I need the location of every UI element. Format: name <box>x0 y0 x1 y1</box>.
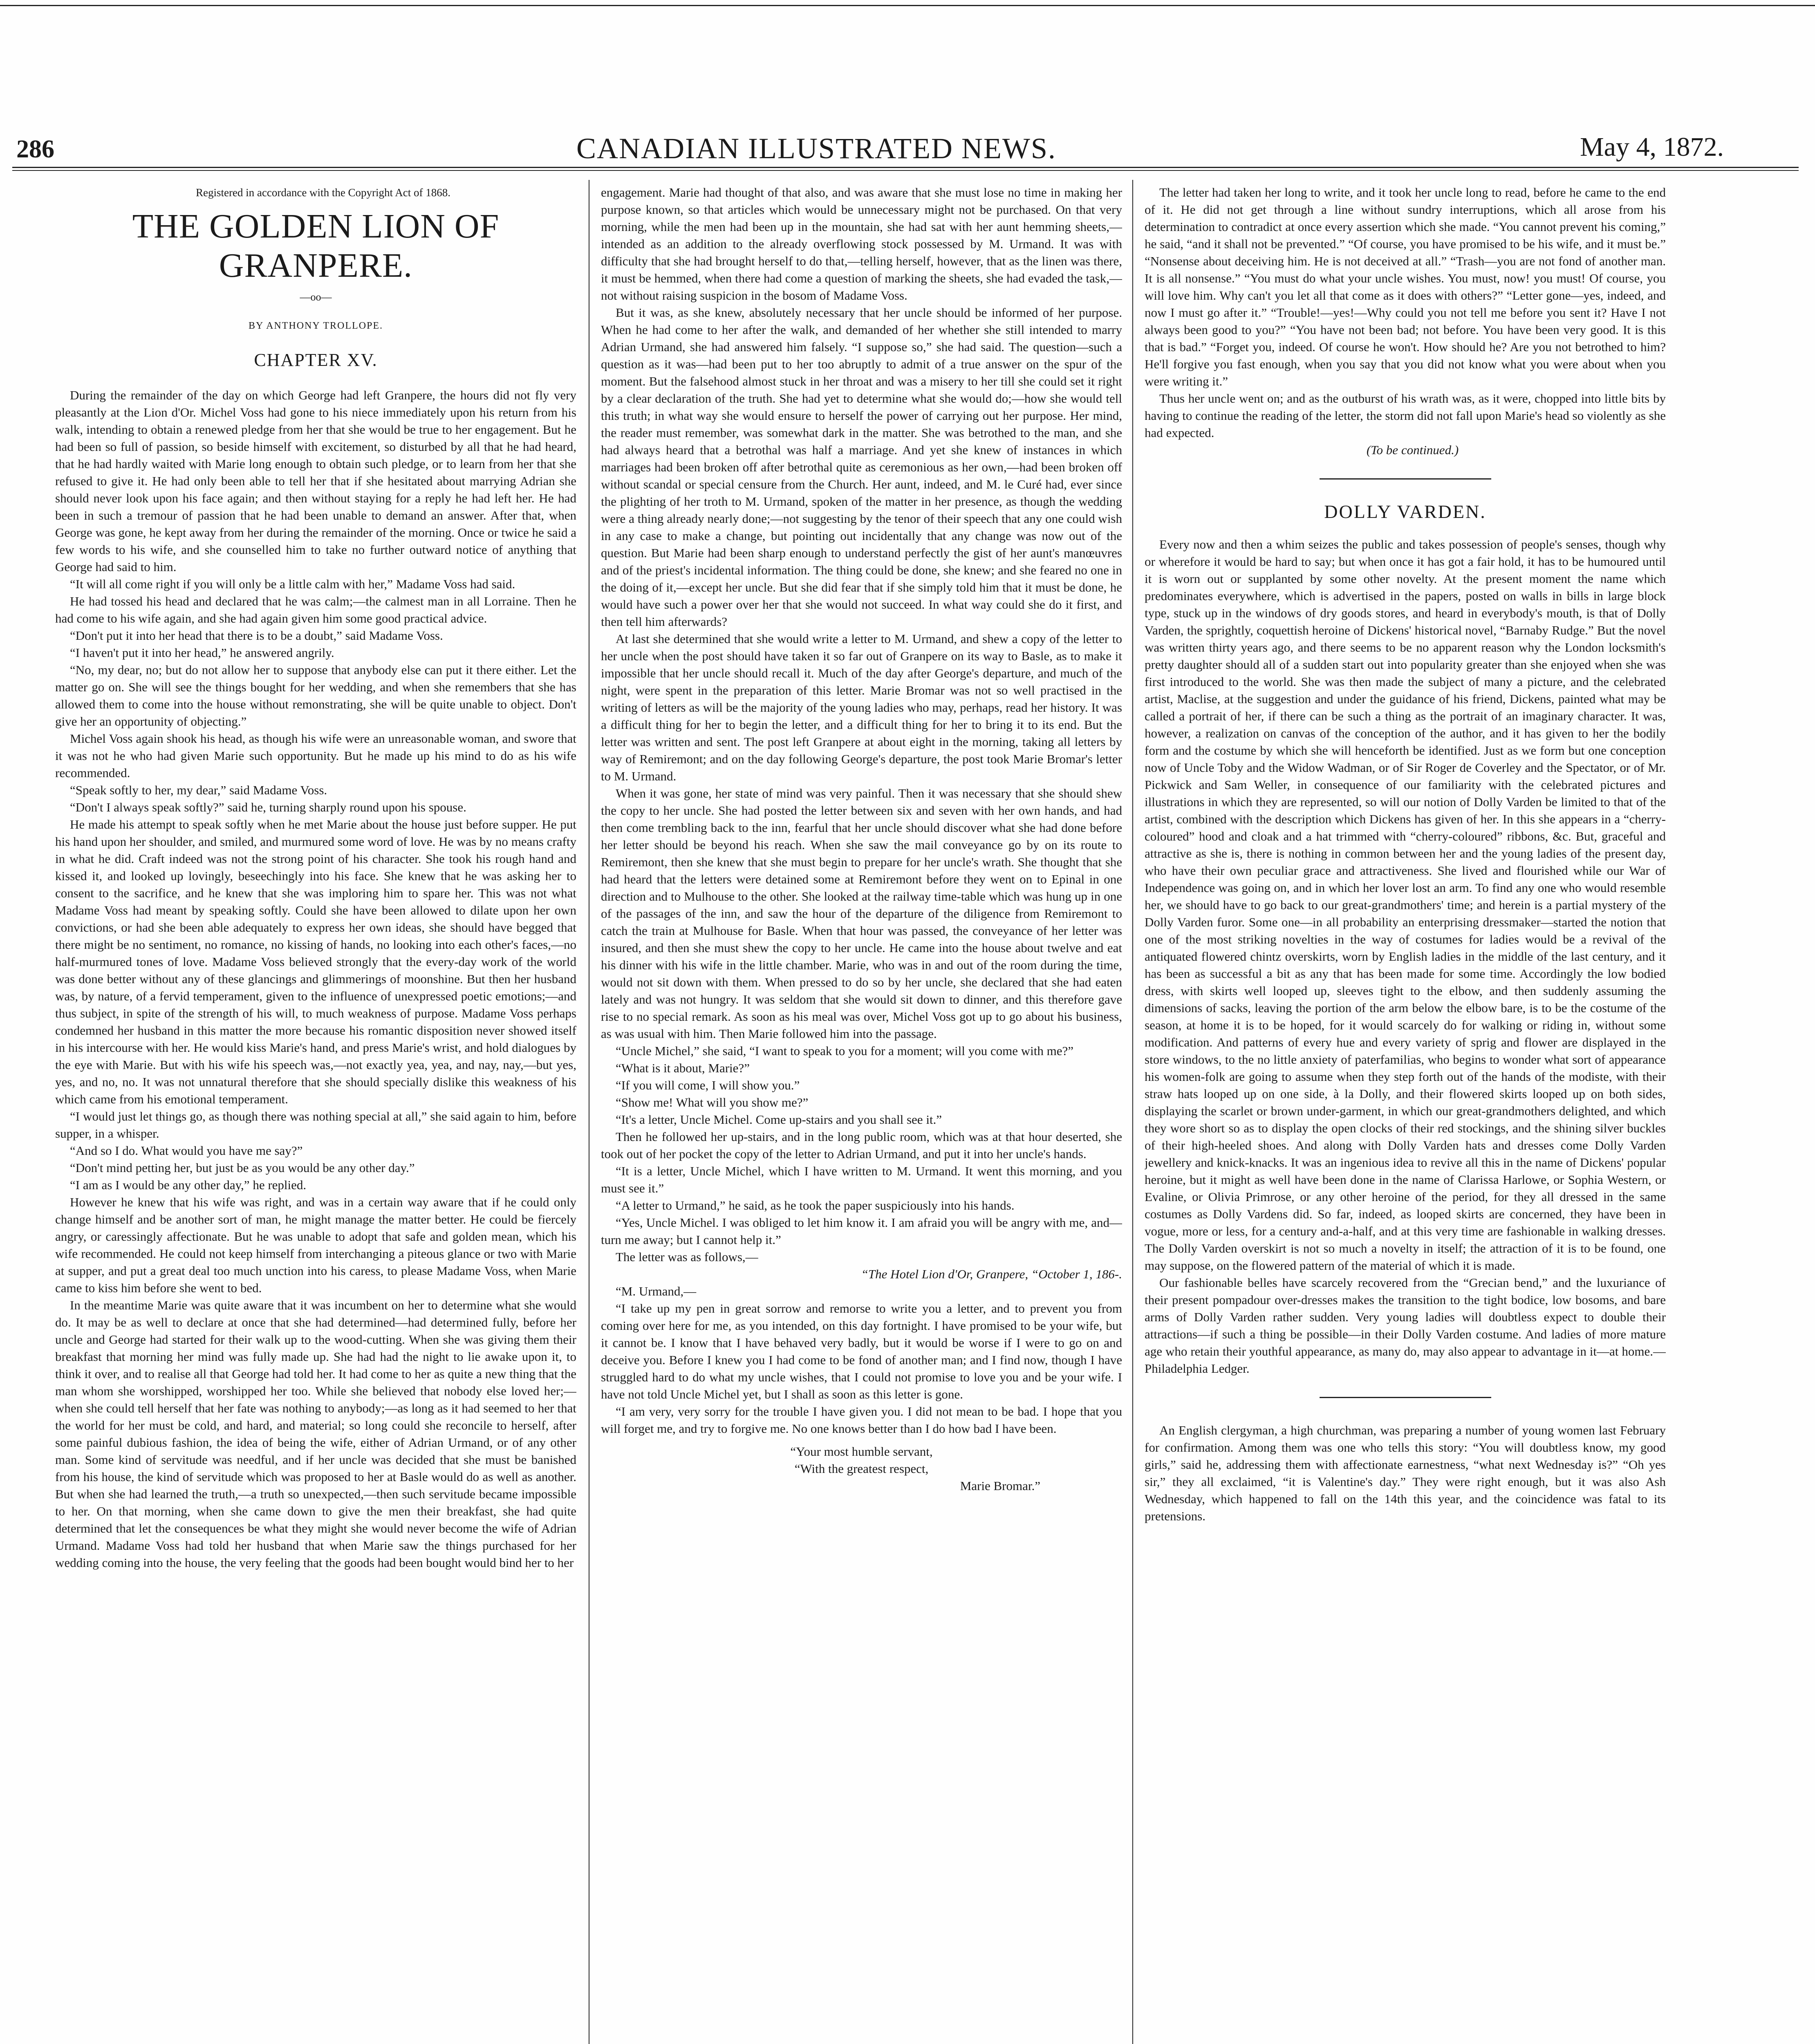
section-divider <box>1320 478 1491 480</box>
paragraph: In the meantime Marie was quite aware that it was incumbent on her to determine what she would do. It may be as well to declare at once that she had determined—had determined fully, before her uncle and George had started for their walk up to the wood-cutting. When she was giving them their breakfast that morning her mind was fully made up. She had had the night to lie awake upon it, to think it over, and to realise all that George had told her. It had come to her as quite a new thing that the man whom she worshipped, worshipped her too. While she believed that nobody else loved her;—when she could tell herself that her fate was nothing to anybody;—as long as it had seemed to her that the world for her must be cold, and hard, and material; so long could she reconcile to herself, after some painful dubious fashion, the idea of being the wife, either of Adrian Urmand, or of any other man. Some kind of servitude was needful, and if her uncle was decided that she must be banished from his house, the kind of servitude which was proposed to her at Basle would do as well as another. But when she had learned the truth,—a truth so unexpected,—then such servitude became impossible to her. On that morning, when she came down to give the men their breakfast, she had quite determined that let the consequences be what they might she would never become the wife of Adrian Urmand. Madame Voss had told her husband that when Marie saw the things purchased for her wedding coming into the house, the very feeling that the goods had been bought would bind her to her <box>55 1298 576 1570</box>
paragraph: During the remainder of the day on which George had left Granpere, the hours did not fly very pleasantly at the Lion d'Or. Michel Voss had gone to his niece immediately upon his return from his walk, intending to obtain a renewed pledge from her that she would be true to her engagement. But he had been so full of passion, so beside himself with excitement, so disturbed by all that he had heard, that he had hardly waited with Marie long enough to obtain such pledge, or to learn from her that she refused to give it. He had only been able to tell her that if she hesitated about marrying Adrian she should never look upon his face again; and then without staying for a reply he had left her. He had been in such a tremour of passion that he had been unable to demand an answer. After that, when George was gone, he kept away from her during the remainder of the morning. Once or twice he said a few words to his wife, and she counselled him to take no further outward notice of anything that George had said to him. <box>55 388 576 574</box>
paragraph: At last she determined that she would write a letter to M. Urmand, and shew a copy of the letter to her uncle when the post should have taken it so far out of Granpere on its way to Basle, as to make it impossible that her uncle should recall it. Much of the day after George's departure, and much of the night, were spent in the preparation of this letter. Marie Bromar was not so well practised in the writing of letters as will be the majority of the young ladies who may, perhaps, read her history. It was a difficult thing for her to begin the letter, and a difficult thing for her to bring it to its end. But the letter was written and sent. The post left Granpere at about eight in the morning, taking all letters by way of Remiremont; and on the day following George's departure, the post took Marie Bromar's letter to M. Urmand. <box>601 632 1122 783</box>
anecdote-paragraph: An English clergyman, a high churchman, was preparing a number of young women last February for confirmation. Among them was one who tells this story: “You will doubtless know, my good girls,” said he, addressing them with affectionate earnestness, “what next Wednesday is?” “Oh yes sir,” they all exclaimed, “it is Valentine's day.” They were right enough, but it was also Ash Wednesday, which happened to fall on the 14th this year, and the coincidence was fatal to its pretensions. <box>1145 1423 1666 1523</box>
page-number: 286 <box>16 135 54 163</box>
column-divider-2 <box>1132 180 1133 2044</box>
paragraph: Thus her uncle went on; and as the outburst of his wrath was, as it were, chopped into little bits by having to continue the reading of the letter, the storm did not fall upon Marie's head so violently as she had expected. <box>1145 391 1666 440</box>
copyright-notice: Registered in accordance with the Copyright Act of 1868. <box>195 186 451 199</box>
letter-paragraph: “I am very, very sorry for the trouble I have given you. I did not mean to be bad. I hope that you will forget me, and try to forgive me. No one knows better than I do how bad I have been. <box>601 1404 1122 1436</box>
paragraph: “Don't put it into her head that there is to be a doubt,” said Madame Voss. <box>70 628 443 643</box>
byline: BY ANTHONY TROLLOPE. <box>248 320 383 331</box>
letter-close: “Your most humble servant, <box>790 1444 933 1459</box>
paragraph: “If you will come, I will show you.” <box>616 1078 800 1092</box>
paragraph: “What is it about, Marie?” <box>616 1061 750 1075</box>
column-1 <box>55 184 576 2044</box>
paragraph: “Don't mind petting her, but just be as you would be any other day.” <box>70 1161 415 1175</box>
column-2 <box>601 184 1122 2044</box>
paragraph: engagement. Marie had thought of that also, and was aware that she must lose no time in making her purpose known, so that articles which would be unnecessary might not be purchased. On that very morning, while the men had been up in the mountain, she had sat with her aunt hemming sheets,—intended as an addition to the already overflowing stock possessed by M. Urmand. It was with difficulty that she had brought herself to do that,—telling herself, however, that as the linen was there, it must be hemmed, when there had come a question of marking the sheets, she had evaded the task,—not without raising suspicion in the bosom of Madame Voss. <box>601 185 1122 303</box>
paragraph: “Uncle Michel,” she said, “I want to speak to you for a moment; will you come with me?” <box>616 1044 1073 1058</box>
paragraph: “No, my dear, no; but do not allow her to suppose that anybody else can put it there either. Let the matter go on. She will see the things bought for her wedding, and when she remembers that she has allowed them to come into the house without remonstrating, she will be quite unable to object. Don't give her an opportunity of objecting.” <box>55 663 576 728</box>
paragraph: “Speak softly to her, my dear,” said Madame Voss. <box>70 783 327 797</box>
paragraph: He had tossed his head and declared that he was calm;—the calmest man in all Lorraine. Then he had come to his wife again, and she had again given him some good practical advice. <box>55 594 576 625</box>
letter-dateline: “The Hotel Lion d'Or, Granpere, “October 1, 186-. <box>861 1267 1122 1281</box>
header-rule-bottom <box>12 170 1799 171</box>
letter-salutation: “M. Urmand,— <box>616 1284 697 1298</box>
paragraph: He made his attempt to speak softly when he met Marie about the house just before supper. He put his hand upon her shoulder, and smiled, and murmured some word of love. He was by no means crafty in what he did. Craft indeed was not the strong point of his character. She took his rough hand and kissed it, and looked up lovingly, beseechingly into his face. She knew that he was asking her to consent to the sacrifice, and he knew that she was imploring him to spare her. This was not what Madame Voss had meant by speaking softly. Could she have been allowed to dilate upon her own convictions, or had she been able adequately to express her own ideas, she should have begged that there might be no sentiment, no romance, no kissing of hands, no looking into each other's faces,—no half-murmured tones of love. Madame Voss believed strongly that the every-day work of the world was done better without any of these glancings and glimmerings of moonshine. But then her husband was, by nature, of a fervid temperament, given to the influence of unexpressed poetic emotions;—and thus subject, in spite of the strength of his will, to much weakness of purpose. Madame Voss perhaps condemned her husband in this matter the more because his romantic disposition never showed itself in his intercourse with her. He would kiss Marie's hand, and press Marie's wrist, and hold dialogues by the eye with Marie. But with his wife his speech was,—not exactly yea, yea, and nay, nay,—but yes, yes, and no, no. It was not unnatural therefore that she should specially dislike this weakness of his which came from his emotional temperament. <box>55 817 576 1106</box>
paragraph: “Yes, Uncle Michel. I was obliged to let him know it. I am afraid you will be angry with me, and—turn me away; but I cannot help it.” <box>601 1215 1122 1247</box>
column-3 <box>1145 184 1666 2044</box>
letter-paragraph: “I take up my pen in great sorrow and remorse to write you a letter, and to prevent you from coming over here for me, as you intended, on this day fortnight. I have promised to be your wife, but it cannot be. I know that I have behaved very badly, but it would be worse if I were to go on and deceive you. Before I knew you I had come to be fond of another man; and I find now, though I have struggled hard to do what my uncle wishes, that I could not promise to love you and be your wife. I have not told Uncle Michel yet, but I shall as soon as this letter is gone. <box>601 1301 1122 1401</box>
top-edge-rule <box>0 5 1815 6</box>
paragraph: Michel Voss again shook his head, as though his wife were an unreasonable woman, and swore that it was not he who had given Marie such opportunity. But he made up his mind to do as his wife recommended. <box>55 731 576 780</box>
story-title: THE GOLDEN LION OF GRANPERE. <box>132 207 500 285</box>
paragraph: “I haven't put it into her head,” he answered angrily. <box>70 645 334 660</box>
article-title: DOLLY VARDEN. <box>1324 501 1486 522</box>
letter-signature: Marie Bromar.” <box>960 1479 1040 1493</box>
paragraph: “It will all come right if you will only be a little calm with her,” Madame Voss had said. <box>70 577 515 591</box>
chapter-heading: CHAPTER XV. <box>254 350 378 370</box>
to-be-continued: (To be continued.) <box>1366 443 1459 457</box>
paragraph: “I would just let things go, as though there was nothing special at all,” she said again to him, before supper, in a whisper. <box>55 1109 576 1141</box>
header-rule-top <box>12 167 1799 168</box>
paragraph: Then he followed her up-stairs, and in the long public room, which was at that hour deserted, she took out of her pocket the copy of the letter to Adrian Urmand, and put it into her uncle's hands. <box>601 1130 1122 1161</box>
paragraph: “I am as I would be any other day,” he replied. <box>70 1178 307 1192</box>
paragraph: “It's a letter, Uncle Michel. Come up-stairs and you shall see it.” <box>616 1112 942 1127</box>
paragraph: The letter had taken her long to write, and it took her uncle long to read, before he came to the end of it. He did not get through a line without sundry interruptions, which all arose from his determination to contradict at once every assertion which she made. “You cannot prevent his coming,” he said, “and it shall not be prevented.” “Of course, you have promised to be his wife, and it must be.” “Nonsense about deceiving him. He is not deceived at all.” “Trash—you are not fond of another man. It is all nonsense.” “You must do what your uncle wishes. You must, now! you must! Of course, you will love him. Why can't you let all that come as it does with others?” “Letter gone—yes, indeed, and now I must go after it.” “Trouble!—yes!—Why could you not tell me before you sent it? Have I not always been good to you?” “You have not been bad; not before. You have been very good. It is this that is bad.” “Forget you, indeed. Of course he won't. How should he? Are you not betrothed to him? He'll forgive you fast enough, when you say that you did not know what you were about when you were writing it.” <box>1145 185 1666 388</box>
paragraph: “It is a letter, Uncle Michel, which I have written to M. Urmand. It went this morning, and you must see it.” <box>601 1164 1122 1195</box>
masthead: CANADIAN ILLUSTRATED NEWS. <box>576 132 1056 165</box>
paragraph: “Show me! What will you show me?” <box>616 1095 809 1109</box>
issue-date: May 4, 1872. <box>1580 132 1724 162</box>
section-divider <box>1320 1397 1491 1398</box>
paragraph: Our fashionable belles have scarcely recovered from the “Grecian bend,” and the luxuriance of their present pompadour over-dresses makes the transition to the tight bodice, low bosoms, and bare arms of Dolly Varden rather sudden. Very young ladies will doubtless expect to double their attractions—if such a thing be possible—in their Dolly Varden costume. And ladies of more mature age who retain their youthful appearance, as many do, may also appear to advantage in it—at home.—Philadelphia Ledger. <box>1145 1275 1666 1376</box>
paragraph: Every now and then a whim seizes the public and takes possession of people's senses, though why or wherefore it would be hard to say; but when once it has got a fair hold, it has to be humoured until it is worn out or supplanted by some other novelty. At the present moment the name which predominates everywhere, which is advertised in the papers, posted on walls in bills in large block type, stuck up in the windows of dry goods stores, and heard in everybody's mouth, is that of Dolly Varden, the sprightly, coquettish heroine of Dickens' historical novel, “Barnaby Rudge.” But the novel was written thirty years ago, and there seems to be no apparent reason why the London locksmith's pretty daughter should all of a sudden start out into popularity greater than she enjoyed when she was first introduced to the world. She was then made the subject of many a picture, and the celebrated artist, Maclise, at the suggestion and under the guidance of his friend, Dickens, painted what may be called a portrait of her, if there can be such a thing as the portrait of an imaginary character. It was, however, a realization on canvas of the conception of the author, and it has given to her the bodily form and the costume by which she will henceforth be identified. Just as we form but one conception now of Uncle Toby and the Widow Wadman, or of Sir Roger de Coverley and the Spectator, or of Mr. Pickwick and Sam Weller, in consequence of our familiarity with the celebrated pictures and illustrations in which they are represented, so will our notion of Dolly Varden be limited to that of the artist, combined with the description which Dickens has given of her. In this she appears in a “cherry-coloured” hood and cloak and a hat trimmed with “cherry-coloured” ribbons, &c. But, graceful and attractive as she is, there is nothing in common between her and the young ladies of the present day, who have their own peculiar grace and attractiveness. She lived and flourished while our War of Independence was going on, and in which her lover lost an arm. To find any one who would resemble her, we should have to go back to our great-grandmothers' time; and herein is a partial mystery of the Dolly Varden furor. Some one—in all probability an enterprising dressmaker—started the notion that one of the most striking novelties in the way of costumes for ladies would be a revival of the antiquated flowered chintz overskirts, worn by English ladies in the middle of the last century, and it has been as successful a bit as any that has been made for some time. Accordingly the low bodied dress, with skirts well looped up, sleeves tight to the elbow, and then suddenly assuming the dimensions of sacks, leaving the portion of the arm below the elbow bare, is to be the costume of the season, at home it is to be hoped, for it would scarcely do for walking or riding in, without some modification. And patterns of every hue and every variety of sprig and flower are displayed in the store windows, to the no little anxiety of paterfamilias, who begins to wonder what sort of appearance his women-folk are going to assume when they step forth out of the hands of the modiste, with their straw hats looped up on one side, à la Dolly, and their flowered skirts looped up on both sides, displaying the scarlet or brown under-garment, in which our great-grandmothers delighted, and which they wore short so as to display the open clocks of their red stockings, and the shining silver buckles of their high-heeled shoes. And along with Dolly Varden hats and dresses come Dolly Varden jewellery and knick-knacks. It was an ingenious idea to revive all this in the name of Dickens' popular heroine, but it might as well have been done in the name of Clarissa Harlowe, or Sophia Western, or Evaline, or Olivia Primrose, or any other heroine of the period, for they all dressed in the same costumes as Dolly Vardens did. So far, indeed, as looped skirts are concerned, they have been in vogue, more or less, for a century and-a-half, and at this very time are fashionable in walking dresses. The Dolly Varden overskirt is not so much a novelty in itself; the attraction of it is to be found, one may suppose, on the flowered pattern of the material of which it is made. <box>1145 537 1666 1273</box>
paragraph: “Don't I always speak softly?” said he, turning sharply round upon his spouse. <box>70 800 466 814</box>
paragraph: The letter was as follows,— <box>616 1250 758 1264</box>
paragraph: When it was gone, her state of mind was very painful. Then it was necessary that she should shew the copy to her uncle. She had posted the letter between six and seven with her own hands, and had then come trembling back to the inn, fearful that her uncle should discover what she had done before her letter should be beyond his reach. When she saw the mail conveyance go by on its route to Remiremont, then she knew that she must begin to prepare for her uncle's wrath. She thought that she had heard that the letters were detained some at Remiremont before they went on to Epinal in one direction and to Mulhouse to the other. She looked at the railway time-table which was hung up in one of the passages of the inn, and saw the hour of the departure of the diligence from Remiremont to catch the train at Mulhouse for Basle. When that hour was passed, the conveyance of her letter was insured, and then she must shew the copy to her uncle. He came into the house about twelve and eat his dinner with his wife in the little chamber. Marie, who was in and out of the room during the time, would not sit down with them. When pressed to do so by her uncle, she declared that she had eaten lately and was not hungry. It was seldom that she would sit down to dinner, and this therefore gave rise to no special remark. As soon as his meal was over, Michel Voss got up to go about his business, as was usual with him. Then Marie followed him into the passage. <box>601 786 1122 1041</box>
title-ornament: —oo— <box>300 291 332 303</box>
letter-close: “With the greatest respect, <box>794 1461 929 1476</box>
paragraph: But it was, as she knew, absolutely necessary that her uncle should be informed of her purpose. When he had come to her after the walk, and demanded of her whether she still intended to marry Adrian Urmand, she had answered him falsely. “I suppose so,” she had said. The question—such a question as it was—had been put to her too abruptly to admit of a true answer on the spur of the moment. But the falsehood almost stuck in her throat and was a misery to her till she could set it right by a clear declaration of the truth. She had yet to determine what she would do;—how she would tell this truth; in what way she would ensure to herself the power of carrying out her purpose. Her mind, the reader must remember, was somewhat dark in the matter. She was betrothed to the man, and she had always heard that a betrothal was half a marriage. And yet she knew of instances in which marriages had been broken off after betrothal quite as ceremonious as her own,—had been broken off without scandal or special censure from the Church. Her aunt, indeed, and M. le Curé had, ever since the plighting of her troth to M. Urmand, spoken of the matter in her presence, as though the wedding were a thing already nearly done;—not suggesting by the tenor of their speech that any one could wish in any case to make a change, but pointing out incidentally that any change was now out of the question. But Marie had been sharp enough to understand perfectly the gist of her aunt's manœuvres and of the priest's incidental information. The thing could be done, she knew; and she feared no one in the doing of it,—except her uncle. But she did fear that if she simply told him that it must be done, he would have such a power over her that she would not succeed. In what way could she do it first, and then tell him afterwards? <box>601 305 1122 629</box>
paragraph: “A letter to Urmand,” he said, as he took the paper suspiciously into his hands. <box>616 1198 1015 1213</box>
paragraph: However he knew that his wife was right, and was in a certain way aware that if he could only change himself and be another sort of man, he might manage the matter better. He could be fiercely angry, or caressingly affectionate. But he was unable to adopt that safe and golden mean, which his wife recommended. He could not keep himself from interchanging a piteous glance or two with Marie at supper, and put a great deal too much unction into his caress, to please Madame Voss, when Marie came to kiss him before she went to bed. <box>55 1195 576 1295</box>
paragraph: “And so I do. What would you have me say?” <box>70 1143 303 1158</box>
